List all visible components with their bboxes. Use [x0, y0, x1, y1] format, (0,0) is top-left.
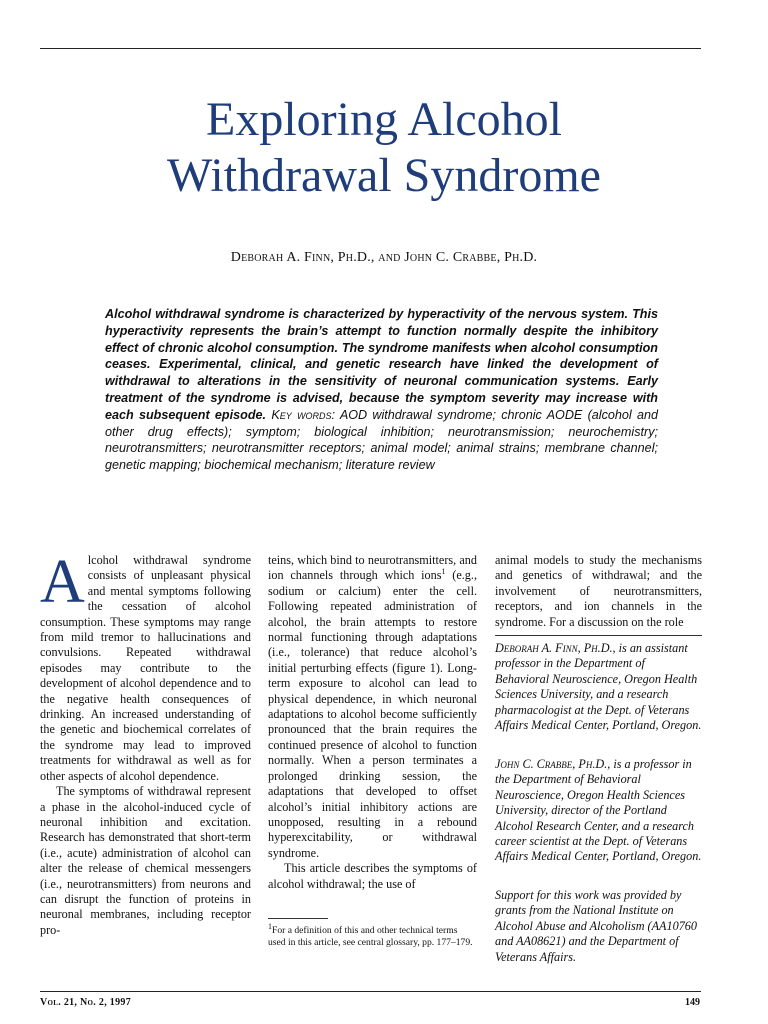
abstract-text: Alcohol withdrawal syndrome is characterized by hyperactivity of the nervous system. This hyperactivity represents the brain’s attempt to function normally despite the inhibitory effect of chronic alcohol consumption. The syndrome manifests when alcohol consumption ceases. Experimental, clinical, and genetic research have linked the development of withdrawal to alterations in the sensitivity of neuronal communication systems. Early treatment of the syndrome is advised, because the symptom severity may increase with each subsequent episode.: [105, 307, 658, 422]
author-line: Deborah A. Finn, Ph.D., and John C. Crabbe, Ph.D.: [230, 250, 538, 265]
title-line-1: Exploring Alcohol: [206, 93, 562, 146]
bio-text-crabbe: is a professor in the Department of Behavioral Neuroscience, Oregon Health Sciences University, director of the Portland Alcohol Research Center, and a research career scientist at the Dept. of Veterans Affairs Medical Center, Portland, Oregon.: [495, 757, 702, 864]
body-column-3: [495, 553, 702, 630]
footnote-rule: [268, 918, 328, 919]
paragraph-symptoms: The symptoms of withdrawal represent a phase in the alcohol-induced cycle of neuronal inhibition and excitation. Research has demonstrated that short-term (i.e., acute) administration of alcohol can alter the release of chemical messengers (i.e., neurotransmitters) from neurons and can disrupt the function of proteins in neuronal membranes, including receptor pro-: [40, 784, 251, 937]
page-number: 149: [685, 997, 700, 1008]
keywords-label: Key words:: [271, 407, 335, 422]
body-column-2: [268, 553, 477, 892]
author-bio-crabbe: [495, 757, 702, 865]
bio-text-finn: is an assistant professor in the Department of Behavioral Neuroscience, Oregon Health Sciences University, and a research pharmacologist at the Dept. of Veterans Affairs Medical Center, Portland, Oregon.: [495, 641, 702, 733]
paragraph-continued-b: (e.g., sodium or calcium) enter the cell. Following repeated administration of alcohol, the brain attempts to restore normal functioning through adaptations (i.e., tolerance) that reduce alcohol’s initial perturbing effects (figure 1). Long-term exposure to alcohol can lead to physical dependence, in which neuronal adaptations to alcohol become sufficiently pronounced that the brain requires the continued presence of alcohol to function normally. When a person terminates a prolonged drinking session, the adaptations that developed to offset alcohol’s initial inhibitory actions are unopposed, resulting in a rebound hyperexcitability, or withdrawal syndrome.: [268, 568, 477, 860]
author-bio-finn: [495, 641, 702, 733]
bottom-rule: [40, 991, 701, 992]
keywords-list: AOD withdrawal syndrome; chronic AODE (alcohol and other drug effects); symptom; biological inhibition; neurotransmission; neurochemistry; neurotransmitters; neurotransmitter receptors; animal model; animal strains; membrane channel; genetic mapping; biochemical mechanism; literature review: [105, 407, 658, 473]
article-title: [0, 92, 768, 204]
journal-volume: Vol. 21, No. 2, 1997: [40, 997, 132, 1008]
footnote-ref[interactable]: 1: [441, 567, 446, 577]
footnote-marker: 1: [268, 921, 272, 931]
top-rule: [40, 48, 701, 49]
bio-name-crabbe: John C. Crabbe, Ph.D.,: [495, 757, 611, 771]
paragraph-article-scope: This article describes the symptoms of alcohol withdrawal; the use of: [268, 861, 477, 891]
body-column-1: [40, 548, 251, 938]
footnote-text: For a definition of this and other technical terms used in this article, see central glossary, pp. 177–179.: [268, 925, 473, 949]
bio-divider: [495, 635, 702, 636]
paragraph-column-3: animal models to study the mechanisms and genetics of withdrawal; and the involvement of neurotransmitters, receptors, and ion channels in the syndrome. For a discussion on the role: [495, 553, 702, 629]
paragraph-continued-a: teins, which bind to neurotransmitters, and ion channels through which ions: [268, 553, 477, 583]
footnote: [268, 921, 477, 950]
drop-cap: A: [40, 548, 85, 616]
paragraph-intro: lcohol withdrawal syndrome consists of unpleasant physical and mental symptoms following the cessation of alcohol consumption. These symptoms may range from mild tremor to hallucinations and convulsions. Repeated withdrawal episodes may contribute to the development of alcohol dependence and to the negative health consequences of drinking. An increased understanding of the genetic and biochemical correlates of the syndrome may lead to improved treatments for withdrawal as well as for other aspects of alcohol dependence.: [40, 553, 251, 783]
funding-note: Support for this work was provided by grants from the National Institute on Alcohol Abuse and Alcoholism (AA10760 and AA08621) and the Department of Veterans Affairs.: [495, 888, 697, 964]
title-line-2: Withdrawal Syndrome: [167, 149, 601, 202]
bio-name-finn: Deborah A. Finn, Ph.D.,: [495, 641, 616, 655]
abstract: [105, 306, 658, 474]
